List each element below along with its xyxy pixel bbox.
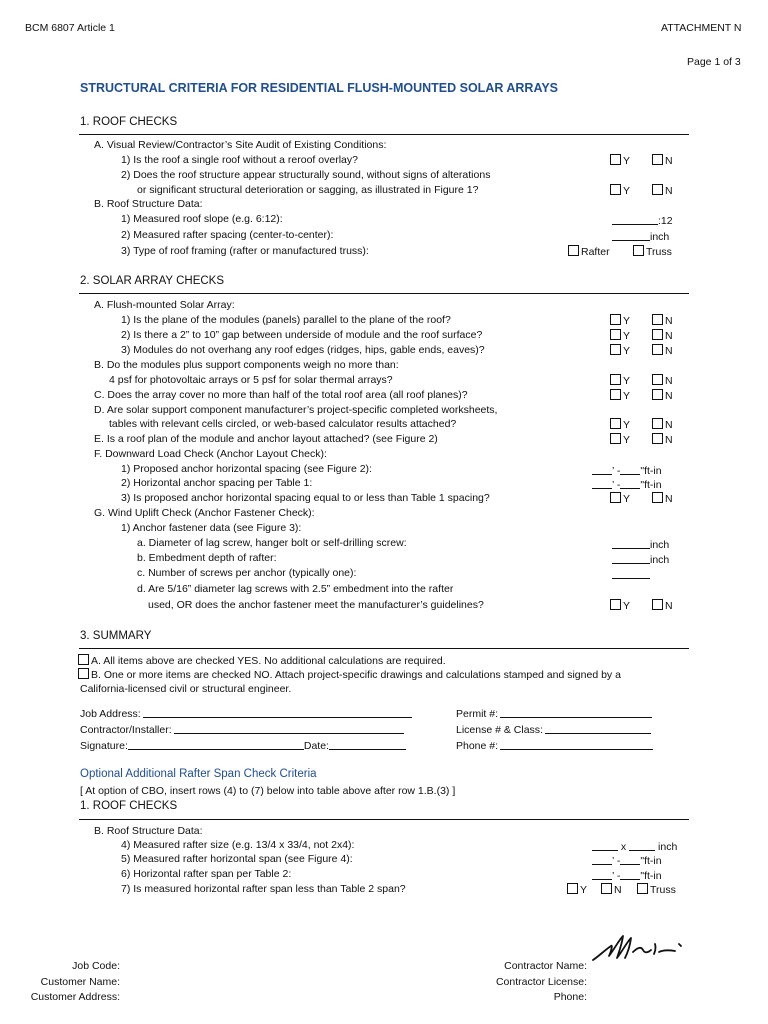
roof-slope-field[interactable]: :12 <box>612 213 673 228</box>
roof-a1-text: 1) Is the roof a single roof without a reroof overlay? <box>121 154 358 166</box>
solar-f-label: F. Downward Load Check (Anchor Layout Check): <box>94 448 327 460</box>
doc-code: BCM 6807 Article 1 <box>25 22 115 34</box>
summary-heading: 3. SUMMARY <box>80 630 152 642</box>
checkbox-icon <box>610 599 621 610</box>
footer-contractor-license: Contractor License: <box>495 976 587 988</box>
footer-customer-address: Customer Address: <box>30 991 120 1003</box>
anchor-spacing-field[interactable]: ’ - "ft-in <box>592 463 662 478</box>
roof-a1-no[interactable]: N <box>652 154 673 168</box>
checkbox-icon <box>601 883 612 894</box>
solar-c-no[interactable]: N <box>652 389 673 403</box>
solar-a-label: A. Flush-mounted Solar Array: <box>94 299 235 311</box>
checkbox-icon <box>610 184 621 195</box>
checkbox-icon <box>568 245 579 256</box>
optional-b-label: B. Roof Structure Data: <box>94 825 203 837</box>
optional-r6-text: 6) Horizontal rafter span per Table 2: <box>121 868 292 880</box>
solar-g1-text: 1) Anchor fastener data (see Figure 3): <box>121 522 302 534</box>
table2-span-field[interactable]: ’ - "ft-in <box>592 868 662 883</box>
summary-option-b-cont: California-licensed civil or structural engineer. <box>80 683 292 695</box>
checkbox-icon <box>652 492 663 503</box>
solar-a3-yes[interactable]: Y <box>610 344 630 358</box>
checkbox-icon <box>610 344 621 355</box>
checkbox-icon <box>567 883 578 894</box>
checkbox-icon <box>652 184 663 195</box>
solar-gd-no[interactable]: N <box>652 599 673 613</box>
table1-spacing-field[interactable]: ’ - "ft-in <box>592 477 662 492</box>
solar-g-label: G. Wind Uplift Check (Anchor Fastener Check): <box>94 507 315 519</box>
roof-a-label: A. Visual Review/Contractor’s Site Audit of Existing Conditions: <box>94 139 387 151</box>
divider <box>79 293 689 294</box>
signature-field[interactable]: Signature: Date: <box>80 738 406 753</box>
roof-a2-no[interactable]: N <box>652 184 673 198</box>
solar-f3-text: 3) Is proposed anchor horizontal spacing equal to or less than Table 1 spacing? <box>121 492 490 504</box>
solar-a1-text: 1) Is the plane of the modules (panels) parallel to the plane of the roof? <box>121 314 451 326</box>
solar-c-yes[interactable]: Y <box>610 389 630 403</box>
solar-e-no[interactable]: N <box>652 433 673 447</box>
attachment-label: ATTACHMENT N <box>661 22 742 34</box>
job-address-field[interactable]: Job Address: <box>80 706 412 721</box>
checkbox-icon <box>610 314 621 325</box>
roof-a2-text: 2) Does the roof structure appear structurally sound, without signs of alterations <box>121 169 491 181</box>
solar-gb-text: b. Embedment depth of rafter: <box>137 552 277 564</box>
checkbox-icon <box>652 344 663 355</box>
footer-job-code: Job Code: <box>72 960 120 972</box>
roof-b-label: B. Roof Structure Data: <box>94 198 203 210</box>
solar-gd-text-cont: used, OR does the anchor fastener meet the manufacturer’s guidelines? <box>148 599 484 611</box>
divider <box>79 134 689 135</box>
checkbox-icon <box>652 433 663 444</box>
solar-f3-no[interactable]: N <box>652 492 673 506</box>
roof-a2-yes[interactable]: Y <box>610 184 630 198</box>
summary-option-a[interactable]: A. All items above are checked YES. No additional calculations are required. <box>78 654 446 668</box>
solar-b-no[interactable]: N <box>652 374 673 388</box>
solar-c-text: C. Does the array cover no more than half of the total roof area (all roof planes)? <box>94 389 468 401</box>
embedment-depth-field[interactable]: inch <box>612 552 669 567</box>
solar-a2-no[interactable]: N <box>652 329 673 343</box>
solar-gd-yes[interactable]: Y <box>610 599 630 613</box>
checkbox-icon <box>610 418 621 429</box>
checkbox-icon <box>652 374 663 385</box>
optional-r7-yes[interactable]: Y <box>567 883 587 897</box>
framing-rafter-option[interactable]: Rafter <box>568 245 610 259</box>
checkbox-icon <box>610 154 621 165</box>
solar-a1-yes[interactable]: Y <box>610 314 630 328</box>
solar-b-text-cont: 4 psf for photovoltaic arrays or 5 psf for solar thermal arrays? <box>109 374 393 386</box>
optional-r7-truss[interactable]: Truss <box>637 883 676 897</box>
solar-gd-text: d. Are 5/16” diameter lag screws with 2.5” embedment into the rafter <box>137 583 454 595</box>
roof-b1-text: 1) Measured roof slope (e.g. 6:12): <box>121 213 283 225</box>
permit-field[interactable]: Permit #: <box>456 706 652 721</box>
solar-b-text: B. Do the modules plus support components weigh no more than: <box>94 359 399 371</box>
optional-r5-text: 5) Measured rafter horizontal span (see Figure 4): <box>121 853 353 865</box>
checkbox-icon <box>610 329 621 340</box>
checkbox-icon <box>610 374 621 385</box>
solar-b-yes[interactable]: Y <box>610 374 630 388</box>
roof-checks-heading: 1. ROOF CHECKS <box>80 116 178 128</box>
solar-f3-yes[interactable]: Y <box>610 492 630 506</box>
solar-gc-text: c. Number of screws per anchor (typically one): <box>137 567 357 579</box>
divider <box>79 819 689 820</box>
footer-customer-name: Customer Name: <box>40 976 120 988</box>
solar-e-yes[interactable]: Y <box>610 433 630 447</box>
rafter-size-field[interactable]: x inch <box>592 839 677 854</box>
solar-d-no[interactable]: N <box>652 418 673 432</box>
contractor-field[interactable]: Contractor/Installer: <box>80 722 404 737</box>
rafter-spacing-field[interactable]: inch <box>612 229 669 244</box>
solar-d-text: D. Are solar support component manufacturer’s project-specific completed worksheets, <box>94 404 498 416</box>
roof-b3-text: 3) Type of roof framing (rafter or manufactured truss): <box>121 245 369 257</box>
solar-ga-text: a. Diameter of lag screw, hanger bolt or self-drilling screw: <box>137 537 407 549</box>
solar-checks-heading: 2. SOLAR ARRAY CHECKS <box>80 275 225 287</box>
checkbox-icon <box>610 389 621 400</box>
optional-r7-text: 7) Is measured horizontal rafter span less than Table 2 span? <box>121 883 406 895</box>
roof-b2-text: 2) Measured rafter spacing (center-to-center): <box>121 229 334 241</box>
page-number: Page 1 of 3 <box>687 56 741 68</box>
optional-r4-text: 4) Measured rafter size (e.g. 13/4 x 33/4, not 2x4): <box>121 839 355 851</box>
license-field[interactable]: License # & Class: <box>456 722 651 737</box>
page-title: STRUCTURAL CRITERIA FOR RESIDENTIAL FLUSH-MOUNTED SOLAR ARRAYS <box>80 81 559 95</box>
solar-f1-text: 1) Proposed anchor horizontal spacing (see Figure 2): <box>121 463 372 475</box>
solar-e-text: E. Is a roof plan of the module and anchor layout attached? (see Figure 2) <box>94 433 438 445</box>
solar-a1-no[interactable]: N <box>652 314 673 328</box>
checkbox-icon <box>610 492 621 503</box>
optional-roof-heading: 1. ROOF CHECKS <box>80 800 178 812</box>
footer-contractor-name: Contractor Name: <box>504 960 587 972</box>
solar-a2-text: 2) Is there a 2” to 10” gap between underside of module and the roof surface? <box>121 329 483 341</box>
screw-count-field[interactable] <box>612 567 650 582</box>
optional-title: Optional Additional Rafter Span Check Criteria <box>80 768 317 780</box>
checkbox-icon <box>610 433 621 444</box>
checkbox-icon <box>78 668 89 679</box>
checkbox-icon <box>637 883 648 894</box>
solar-d-yes[interactable]: Y <box>610 418 630 432</box>
checkbox-icon <box>652 599 663 610</box>
solar-a3-no[interactable]: N <box>652 344 673 358</box>
solar-a2-yes[interactable]: Y <box>610 329 630 343</box>
handwritten-signature <box>589 930 689 966</box>
checkbox-icon <box>633 245 644 256</box>
solar-d-text-cont: tables with relevant cells circled, or web-based calculator results attached? <box>109 418 457 430</box>
footer-phone: Phone: <box>553 991 587 1003</box>
checkbox-icon <box>652 329 663 340</box>
roof-a2-text-cont: or significant structural deterioration or sagging, as illustrated in Figure 1? <box>137 184 479 196</box>
optional-r7-no[interactable]: N <box>601 883 622 897</box>
checkbox-icon <box>652 314 663 325</box>
checkbox-icon <box>652 389 663 400</box>
checkbox-icon <box>652 418 663 429</box>
solar-f2-text: 2) Horizontal anchor spacing per Table 1: <box>121 477 313 489</box>
checkbox-icon <box>652 154 663 165</box>
divider <box>79 648 689 649</box>
summary-option-b[interactable]: B. One or more items are checked NO. Attach project-specific drawings and calculations stamped and signed by a <box>78 668 621 682</box>
framing-truss-option[interactable]: Truss <box>633 245 672 259</box>
checkbox-icon <box>78 654 89 665</box>
optional-note: [ At option of CBO, insert rows (4) to (7) below into table above after row 1.B.(3) ] <box>80 785 456 797</box>
roof-a1-yes[interactable]: Y <box>610 154 630 168</box>
phone-field[interactable]: Phone #: <box>456 738 653 753</box>
solar-a3-text: 3) Modules do not overhang any roof edges (ridges, hips, gable ends, eaves)? <box>121 344 485 356</box>
screw-diameter-field[interactable]: inch <box>612 537 669 552</box>
rafter-span-field[interactable]: ’ - "ft-in <box>592 853 662 868</box>
